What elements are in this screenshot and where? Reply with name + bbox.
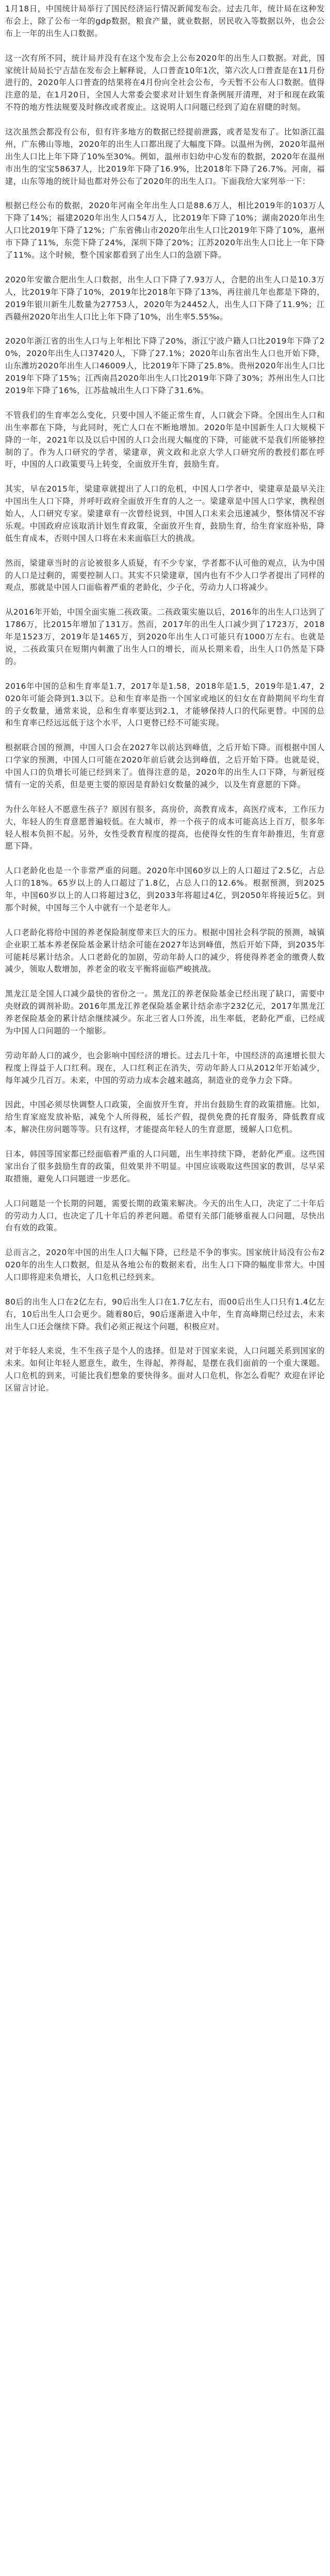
article-paragraph: 这次虽然会都没有公布，但有许多地方的数据已经提前泄露，或者是发布了。比如浙江温州，广东佛山等地，2020年的出生人口都出现了大幅度下降。以温州为例，2020年温州出生人口比上年下降了10%至30%。例如，温州市妇幼中心发布的数据，2020年在温州市出生的宝宝58637人，比2019年下降了16.9%，比2018年下降了26.7%。河南，福建，山东等地的统计局也都对外公布了2020年的出生人口。下面我给大家列举一下：: [5, 127, 325, 186]
article-paragraph: 2020年浙江省的出生人口与上年相比下降了20%，浙江宁波户籍人口比2019年下降了20%，2020年出生人口37420人，下降了27.1%；2020年山东省出生人口也开始下降，山东潍坊2020年出生人口46009人，比2019年下降了25.8%。贵州2020年出生人口比2019年下降了15%；江西南昌2020年出生人口比2019年下降了30%；苏州出生人口比2019年下降了16%，江苏盐城出生人口下降了31.6%。: [5, 336, 325, 396]
article-paragraph: 不管我们的生育率怎么变化，只要中国人不能正常生育，人口就会下降。全国出生人口和出生率都在下降，与此同时，死亡人口在不断地增加。2020年是中国新生人口大规模下降的一年，2021年以及以后中国的人口会出现大幅度的下降，可能就不是我们所能够控制的了。作为人口研究的学者，梁建章，黄文政和北京大学人口研究所的教授们都在呼吁，中国的人口政策要马上转变，全面放开生育，鼓励生育。: [5, 410, 325, 469]
article-paragraph: 人口老龄化也是一个非常严重的问题。2020年中国60岁以上的人口超过了2.5亿，占总人口的18%。65岁以上的人口超过了1.8亿，占总人口的12.6%。根据预测，到2025年，中国60岁以上的人口将超过3亿，到2033年将超过4亿，到2050年将接近5亿。到那个时候，中国每三个人中就有一个是老年人。: [5, 866, 325, 912]
article-paragraph: 其实，早在2015年，梁建章就提出了人口的危机，中国人口学者中，梁建章是最早关注中国出生人口下降，并呼吁政府全面放开生育的人之一。梁建章是中国人口学家，携程创始人，人口研究专家。梁建章有一次曾经说到，中国人口未来会迅速减少，整体情况不容乐观。中国政府应该取消计划生育政策，全面放开生育，鼓励生育，给生育家庭补贴，降低生育成本，否则中国人口将在未来面临巨大的挑战。: [5, 484, 325, 543]
article-paragraph: 2016年中国的总和生育率是1.7，2017年是1.58，2018年是1.5，2019年是1.47，2020年可能会降到1.3以下。总和生育率是指一个国家或地区的妇女在育龄期间平均生育的子女数量，通常来说，总和生育率要达到2.1，才能够保持人口的代际更替。中国的总和生育率已经远远低于这个水平，人口更替已经不可能实现。: [5, 681, 325, 728]
article-paragraph: 黑龙江是全国人口减少最快的省份之一。黑龙江的养老保险基金已经出现了缺口，需要中央财政的调剂补助。2016年黑龙江养老保险基金累计结余赤字232亿元，2017年黑龙江养老保险基金的累计结余继续减少。东北三省人口外流，出生率低，老龄化严重，已经成为中国人口问题的一个缩影。: [5, 989, 325, 1036]
article-paragraph: 人口老龄化将给中国的养老保险制度带来巨大的压力。根据中国社会科学院的预测，城镇企业职工基本养老保险基金累计结余可能在2027年达到峰值，然后开始下降，到2035年可能耗尽累计结余。人口老龄化的加剧，劳动年龄人口的减少，将使得养老金的缴费人数减少，领取人数增加，养老金的收支平衡将面临严峻挑战。: [5, 927, 325, 974]
article-paragraph: 对于年轻人来说，生不生孩子是个人的选择。但是对于国家来说，人口问题关系到国家的未来。如何让年轻人愿意生，敢生，生得起，养得起，是摆在我们面前的一个重大课题。人口危机的到来，可能比我们想象的要快得多。面对人口危机，你怎么看呢？欢迎在评论区留言讨论。: [5, 1346, 325, 1393]
article-paragraph: 日本，韩国等国家都已经面临着严重的人口问题，出生率持续下降，老龄化严重。这些国家出台了很多鼓励生育的政策，但效果并不明显。中国应该吸取这些国家的教训，尽早采取措施，避免人口问题进一步恶化。: [5, 1149, 325, 1183]
article-paragraph: 这一次有所不同，统计局并没有在这个发布会上公布2020年的出生人口数据。对此，国家统计局局长宁吉喆在发布会上解释说，人口普查10年1次，第六次人口普查是在11月份进行的，2020年人口普查的结果将在4月份向全社会公布，今天暂不公布人口数据。值得注意的是，在1月20日，全国人大常委会要求对计划生育条例展开清理，对于和现在政策不符的地方性法规要及时修改或者废止。这说明人口问题已经到了迫在眉睫的时刻。: [5, 53, 325, 112]
article-paragraph: 2020年安徽合肥出生人口数据，出生人口下降了7.93万人，合肥的出生人口是10.3万人，比2019年下降了10%，2019年比2018年下降了13%，再往前几年也都是下降的，2019年银川新生儿数量为27753人，2020年为24452人，出生人口下降了11.9%；江西赣州2020年出生人口比上年下降了10%，出生率5.55‰。: [5, 275, 325, 321]
article-paragraph: 根据联合国的预测，中国人口会在2027年以前达到峰值，之后开始下降。而根据中国人口学家的预测，中国人口可能在2020年前后就会达到峰值，之后开始下降。也就是说，中国人口的负增长可能已经到来了。值得注意的是，2020年的出生人口下降，与新冠疫情有一定的关系，但是更主要的原因是育龄妇女数量的减少，以及生育意愿的下降。: [5, 743, 325, 789]
article-paragraph: 80后的出生人口在2亿左右，90后出生人口在1.7亿左右，而00后出生人口只有1.4亿左右，10后出生人口会更少。随着80后，90后逐渐进入中年，生育高峰期已经过去，未来出生人口还会继续下降。我们必须正视这个问题，积极应对。: [5, 1297, 325, 1331]
article-paragraph: 根据已经公布的数据，2020年河南全年出生人口是88.6万人，相比2019年的103万人下降了14%；福建2020年出生人口54万人，比2019年下降了10%；湖南2020年出生人口比2019年下降了12%；广东省佛山市2020年出生人口比2019年下降了10%，惠州市下降了11%，东莞下降了24%，深圳下降了20%；江苏2020年出生人口比上一年下降了11%。这个时候，整个国家都看到了出生人口的急剧下降。: [5, 201, 325, 260]
article-paragraph: 因此，中国必须尽快调整人口政策，全面放开生育，并出台鼓励生育的政策措施。比如，给生育家庭发放补贴，减免个人所得税，延长产假，提供免费的托育服务，降低教育成本，解决住房问题等等。只有这样，才能提高年轻人的生育意愿，缓解人口危机。: [5, 1100, 325, 1134]
article-paragraph: 总而言之，2020年中国的出生人口大幅下降，已经是不争的事实。国家统计局没有公布2020年的出生人口数据，但是从各地公布的数据来看，出生人口下降的幅度非常大。中国人口即将迎来负增长，人口危机已经到来。: [5, 1248, 325, 1282]
article-paragraph: 从2016年开始，中国全面实施二孩政策。二孩政策实施以后，2016年的出生人口达到了1786万，比2015年增加了131万。然而，2017年的出生人口减少到了1723万，2018年是1523万，2019年是1465万，到2020年出生人口可能只有1000万左右。也就是说，二孩政策只在短期内刺激了出生人口的增长，而从长期来看，出生人口仍然是下降的。: [5, 607, 325, 666]
article-paragraph: 1月18日，中国统计局举行了国民经济运行情况新闻发布会。过去几年，统计局在这种发布会上，除了公布一年的gdp数据，粮食产量，就业数据，居民收入等数据以外，也会公布上一年的出生人口数据。: [5, 4, 325, 38]
article-paragraph: 然而，梁建章当时的言论被很多人质疑，有不少专家，学者都不认可他的观点，认为中国的人口是过剩的，需要控制人口。其实不只梁建章，国内也有不少人口学者提出了同样的观点，那就是中国人口面临着严重的老龄化，少子化，劳动力人口将减少。: [5, 558, 325, 592]
article-paragraph: 为什么年轻人不愿意生孩子？原因有很多，高房价，高教育成本，高医疗成本，工作压力大，年轻人的生育意愿普遍较低。在大城市，养一个孩子的成本可能高达上百万，很多年轻人根本负担不起。另外，女性受教育程度的提高，也使得女性的生育年龄推迟，生育意愿下降。: [5, 804, 325, 851]
article-paragraph: 劳动年龄人口的减少，也会影响中国经济的增长。过去几十年，中国经济的高速增长很大程度上得益于人口红利。现在，人口红利正在消失，劳动年龄人口从2012年开始减少，每年减少几百万。未来，中国的劳动力成本会越来越高，制造业的竞争力会下降。: [5, 1050, 325, 1085]
article-paragraph: 人口问题是一个长期的问题，需要长期的政策来解决。今天的出生人口，决定了二十年后的劳动力人口，也决定了几十年后的养老问题。希望有关部门能够重视人口问题，尽快出台有效的政策。: [5, 1198, 325, 1233]
